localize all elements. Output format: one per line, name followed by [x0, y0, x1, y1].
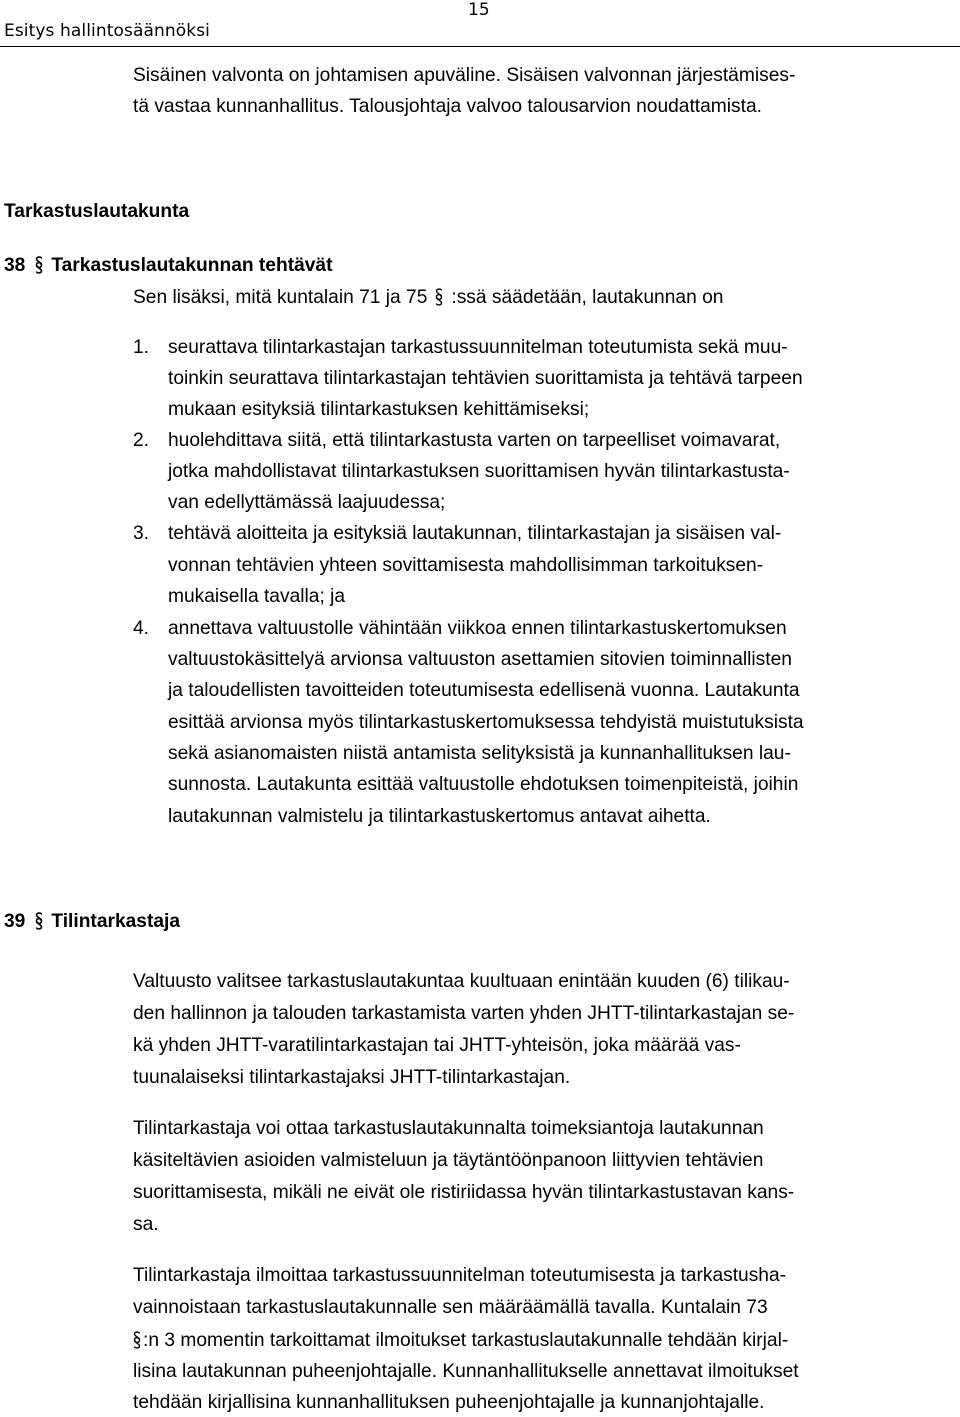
list-item-line: esittää arvionsa myös tilintarkastuskertomuksessa tehdyistä muistutuksista [168, 712, 804, 733]
list-item-line: mukaan esityksiä tilintarkastuksen kehittämiseksi; [168, 399, 590, 420]
list-item-line: sekä asianomaisten niistä antamista selityksistä ja kunnanhallituksen lau- [168, 743, 791, 764]
paragraph-number: 38 [4, 255, 26, 276]
list-item-line: jotka mahdollistavat tilintarkastuksen suorittamisen hyvän tilintarkastusta- [168, 461, 790, 482]
section-sign-icon [435, 287, 443, 307]
body-line: lisina lautakunnan puheenjohtajalle. Kunnanhallitukselle annettavat ilmoitukset [133, 1361, 799, 1382]
body-line: sa. [133, 1214, 159, 1235]
body-line: Tilintarkastaja ilmoittaa tarkastussuunnitelman toteutumisesta ja tarkastusha- [133, 1265, 787, 1286]
list-item-line: sunnosta. Lautakunta esittää valtuustolle ehdotuksen toimenpiteistä, joihin [168, 774, 799, 795]
body-line: käsiteltävien asioiden valmisteluun ja täytäntöönpanoon liittyvien tehtävien [133, 1150, 764, 1171]
body-text: :n 3 momentin tarkoittamat ilmoitukset tarkastuslautakunnalle tehdään kirjal- [143, 1330, 789, 1351]
body-line: suorittamisesta, mikäli ne eivät ole ristiriidassa hyvän tilintarkastustavan kans- [133, 1182, 795, 1203]
list-item-line: vonnan tehtävien yhteen sovittamisesta mahdollisimman tarkoituksen- [168, 555, 764, 576]
body-line: vainnoistaan tarkastuslautakunnalle sen määräämällä tavalla. Kuntalain 73 [133, 1297, 768, 1318]
paragraph-number: 39 [4, 911, 26, 932]
list-item-line: ja taloudellisten tavoitteiden toteutumisesta edellisenä vuonna. Lautakunta [168, 680, 800, 701]
list-item-number: 2. [133, 430, 150, 451]
list-item-line: huolehdittava siitä, että tilintarkastusta varten on tarpeelliset voimavarat, [168, 430, 781, 451]
paragraph-title: Tarkastuslautakunnan tehtävät [51, 255, 333, 276]
list-item-line: seurattava tilintarkastajan tarkastussuunnitelman toteutumista sekä muu- [168, 337, 788, 358]
list-item-line: valtuustokäsittelyä arvionsa valtuuston asettamien sitovien toiminnallisten [168, 649, 792, 670]
list-item-line: lautakunnan valmistelu ja tilintarkastuskertomus antavat aihetta. [168, 806, 711, 827]
list-item-line: mukaisella tavalla; ja [168, 586, 346, 607]
list-item-line: tehtävä aloitteita ja esityksiä lautakunnan, tilintarkastajan ja sisäisen val- [168, 523, 782, 544]
body-line: tuunalaiseksi tilintarkastajaksi JHTT-tilintarkastajan. [133, 1067, 571, 1088]
list-item-line: annettava valtuustolle vähintään viikkoa ennen tilintarkastuskertomuksen [168, 618, 787, 639]
paragraph-title: Tilintarkastaja [51, 911, 181, 932]
lead-text: Sen lisäksi, mitä kuntalain 71 ja 75 [133, 287, 428, 308]
lead-text: :ssä säädetään, lautakunnan on [451, 287, 724, 308]
body-line: tehdään kirjallisina kunnanhallituksen puheenjohtajalle ja kunnanjohtajalle. [133, 1392, 765, 1413]
section-sign-icon [35, 911, 43, 931]
intro-line: tä vastaa kunnanhallitus. Talousjohtaja valvoo talousarvion noudattamista. [133, 96, 762, 117]
page-number: 15 [468, 0, 490, 20]
intro-line: Sisäinen valvonta on johtamisen apuväline. Sisäisen valvonnan järjestämises- [133, 65, 796, 86]
section-sign-icon [35, 255, 43, 275]
list-item-line: toinkin seurattava tilintarkastajan tehtävien suorittamista ja tehtävä tarpeen [168, 368, 803, 389]
list-item-number: 1. [133, 337, 150, 358]
body-line: Valtuusto valitsee tarkastuslautakuntaa kuultuaan enintään kuuden (6) tilikau- [133, 971, 790, 992]
header-rule [0, 46, 960, 47]
body-line: den hallinnon ja talouden tarkastamista varten yhden JHTT-tilintarkastajan se- [133, 1003, 795, 1024]
paragraph-38-heading [4, 255, 333, 275]
list-item-number: 4. [133, 618, 150, 639]
document-header-title: Esitys hallintosäännöksi [4, 21, 210, 41]
section-heading: Tarkastuslautakunta [4, 201, 190, 222]
paragraph-39-heading [4, 911, 180, 931]
paragraph-lead [133, 287, 723, 307]
list-item-number: 3. [133, 523, 150, 544]
body-line [133, 1330, 788, 1350]
body-line: kä yhden JHTT-varatilintarkastajan tai JHTT-yhteisön, joka määrää vas- [133, 1035, 741, 1056]
section-sign-icon [133, 1330, 141, 1350]
body-line: Tilintarkastaja voi ottaa tarkastuslautakunnalta toimeksiantoja lautakunnan [133, 1118, 764, 1139]
list-item-line: van edellyttämässä laajuudessa; [168, 492, 446, 513]
